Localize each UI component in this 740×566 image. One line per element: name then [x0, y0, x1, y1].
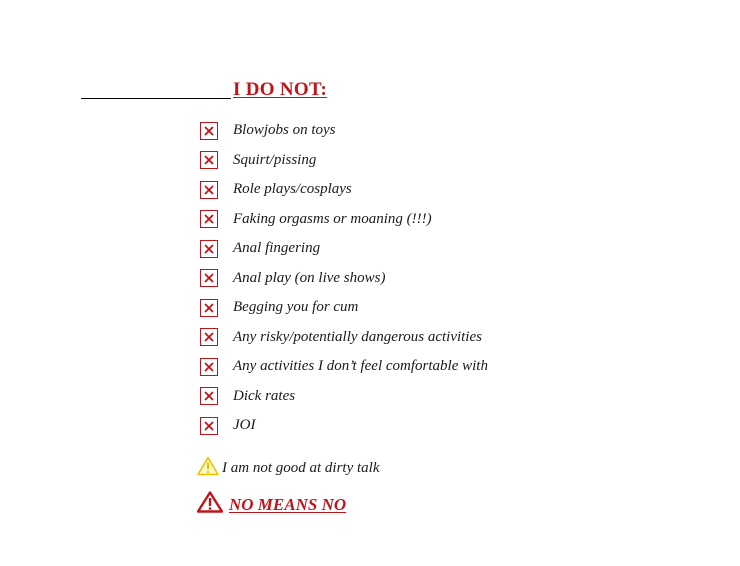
x-box-icon [200, 269, 218, 287]
list-item [200, 205, 488, 235]
list-item-text: Any risky/potentially dangerous activities [233, 328, 482, 345]
note-text: I am not good at dirty talk [222, 460, 380, 476]
warning-icon [197, 491, 223, 518]
list-item-text: Dick rates [233, 387, 296, 404]
list-item [200, 352, 488, 382]
list-item-text: Faking orgasms or moaning (!!!) [233, 210, 432, 227]
list-item-text: Anal fingering [233, 240, 321, 257]
dirty-talk-note [197, 456, 380, 481]
list-item [200, 382, 488, 412]
x-box-icon [200, 210, 218, 228]
x-box-icon [200, 328, 218, 346]
x-box-icon [200, 122, 218, 140]
list-item [200, 323, 488, 353]
list-item [200, 116, 488, 146]
x-box-icon [200, 387, 218, 405]
x-box-icon [200, 240, 218, 258]
list-item-text: Blowjobs on toys [233, 122, 336, 139]
list-item [200, 146, 488, 176]
list-item-text: Begging you for cum [233, 299, 359, 316]
x-box-icon [200, 181, 218, 199]
list-item [200, 264, 488, 294]
x-box-icon [200, 299, 218, 317]
warning-icon [197, 456, 219, 481]
heading-rule-line [81, 98, 231, 99]
no-means-no-line [197, 491, 346, 518]
x-box-icon [200, 417, 218, 435]
list-item [200, 234, 488, 264]
list-item-text: Any activities I don’t feel comfortable with [233, 358, 488, 375]
list-item-text: JOI [233, 417, 256, 434]
x-box-icon [200, 151, 218, 169]
page-heading: I DO NOT: [233, 79, 328, 100]
do-not-list [200, 116, 488, 441]
list-item-text: Squirt/pissing [233, 151, 317, 168]
list-item [200, 293, 488, 323]
x-box-icon [200, 358, 218, 376]
list-item-text: Anal play (on live shows) [233, 269, 386, 286]
list-item [200, 175, 488, 205]
list-item [200, 411, 488, 441]
no-means-no-text: NO MEANS NO [229, 494, 347, 514]
list-item-text: Role plays/cosplays [233, 181, 352, 198]
